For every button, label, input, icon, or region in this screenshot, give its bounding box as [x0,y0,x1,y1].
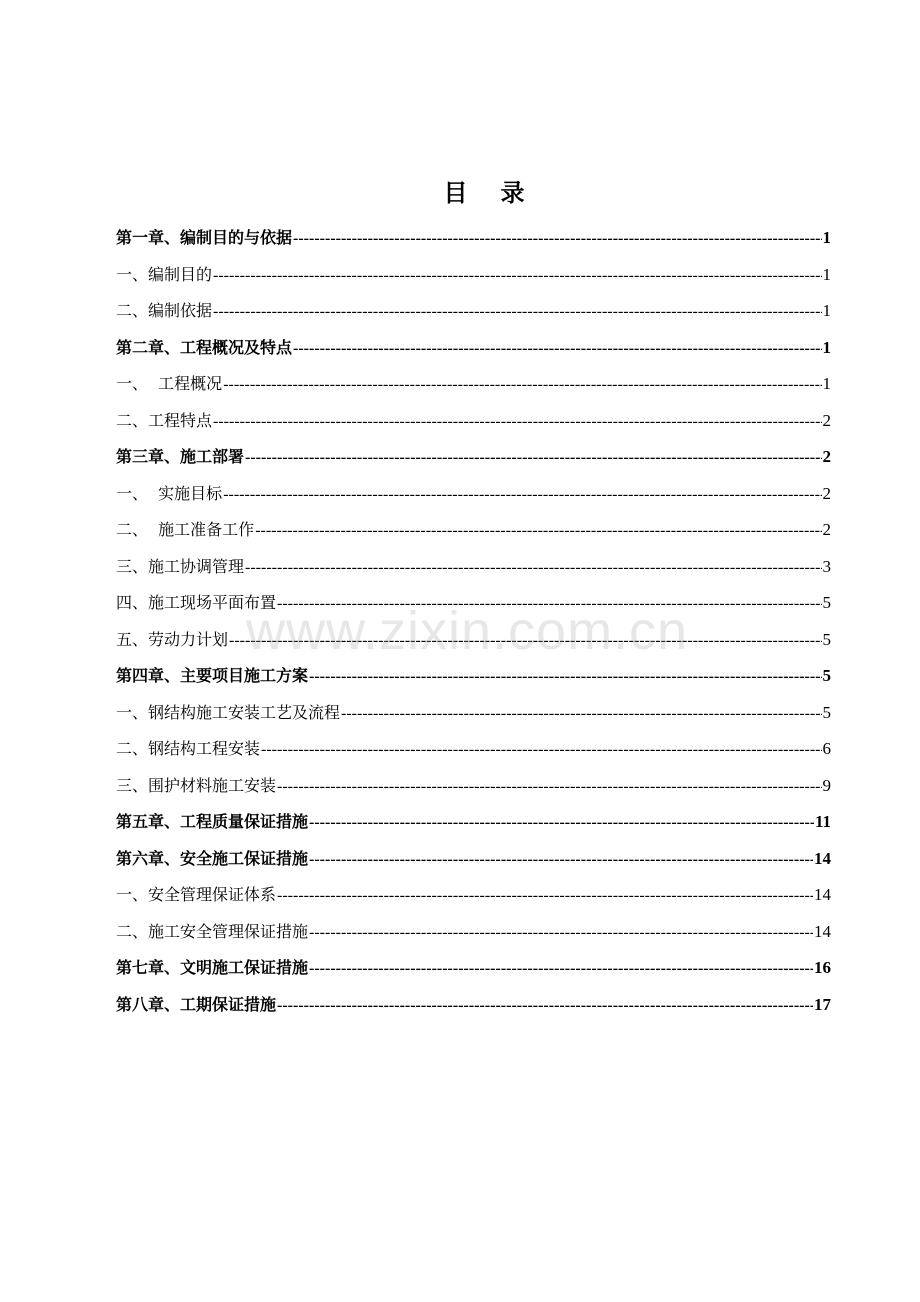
toc-entry[interactable] [116,585,831,622]
toc-page-number: 5 [822,593,831,612]
toc-leader [277,988,813,1025]
toc-entry-text: 三、围护材料施工安装 [116,775,277,795]
toc-page-number: 5 [822,702,831,722]
toc-page-number: 3 [822,556,831,576]
toc-leader [229,623,821,660]
toc-entry[interactable] [116,403,831,440]
toc-entry[interactable] [116,804,831,841]
toc-leader [277,878,813,915]
toc-entry-text: 三、施工协调管理 [116,556,245,576]
toc-entry-text: 第四章、主要项目施工方案 [116,666,309,685]
toc-page-number: 1 [822,228,831,247]
toc-leader [213,258,821,295]
toc-page-number: 2 [822,410,831,430]
toc-list [116,220,831,1023]
toc-leader [293,331,821,368]
toc-entry[interactable] [116,257,831,294]
toc-leader [341,696,821,733]
toc-page-number: 5 [822,629,831,649]
toc-entry-text: 二、施工安全管理保证措施 [116,921,309,941]
toc-leader [213,404,821,441]
toc-page-number: 2 [822,483,831,503]
toc-entry-text: 第七章、文明施工保证措施 [116,958,309,977]
toc-leader [261,732,821,769]
toc-page-number: 1 [822,337,831,357]
toc-entry-text: 二、工程特点 [116,410,213,430]
toc-leader [223,367,821,404]
toc-page-number: 2 [822,520,831,539]
toc-page-number: 14 [814,885,831,904]
toc-page-number: 1 [822,301,831,320]
toc-entry-text: 一、 工程概况 [116,374,223,393]
toc-entry[interactable] [116,768,831,805]
toc-leader [277,586,821,623]
toc-page-number: 17 [814,994,831,1014]
toc-entry[interactable] [116,439,831,476]
toc-title: 目 录 [443,178,527,207]
toc-leader [223,477,821,514]
toc-leader [309,805,814,842]
toc-page-number: 2 [822,447,831,466]
toc-page-number: 6 [822,739,831,758]
toc-entry-text: 四、施工现场平面布置 [116,593,277,612]
toc-entry-text: 第二章、工程概况及特点 [116,337,293,357]
toc-entry[interactable] [116,950,831,987]
toc-entry[interactable] [116,549,831,586]
toc-entry[interactable] [116,220,831,257]
toc-entry[interactable] [116,914,831,951]
toc-entry[interactable] [116,622,831,659]
toc-entry[interactable] [116,476,831,513]
toc-leader [245,440,821,477]
toc-entry-text: 第五章、工程质量保证措施 [116,812,309,831]
toc-entry[interactable] [116,330,831,367]
toc-entry-text: 一、钢结构施工安装工艺及流程 [116,702,341,722]
toc-entry[interactable] [116,658,831,695]
toc-entry[interactable] [116,841,831,878]
toc-leader [309,951,813,988]
toc-entry[interactable] [116,366,831,403]
toc-leader [293,221,821,258]
toc-page-number: 11 [814,812,831,831]
toc-leader [277,769,821,806]
toc-entry-text: 二、 施工准备工作 [116,520,255,539]
toc-entry[interactable] [116,731,831,768]
toc-entry[interactable] [116,877,831,914]
toc-entry[interactable] [116,987,831,1024]
toc-entry-text: 二、钢结构工程安装 [116,739,261,758]
toc-entry-text: 二、编制依据 [116,301,213,320]
toc-leader [309,842,813,879]
watermark: www.zixin.com.cn [246,601,689,661]
toc-entry-text: 第八章、工期保证措施 [116,994,277,1014]
toc-leader [245,550,821,587]
toc-leader [213,294,821,331]
toc-page-number: 16 [814,958,831,977]
toc-leader [309,915,813,952]
toc-entry[interactable] [116,293,831,330]
toc-entry[interactable] [116,695,831,732]
toc-entry-text: 一、安全管理保证体系 [116,885,277,904]
toc-page-number: 14 [814,848,831,868]
toc-entry-text: 五、劳动力计划 [116,629,229,649]
toc-entry-text: 第三章、施工部署 [116,447,245,466]
toc-entry-text: 第六章、安全施工保证措施 [116,848,309,868]
toc-page-number: 1 [822,264,831,284]
toc-page-number: 9 [822,775,831,795]
toc-page-number: 14 [814,921,831,941]
toc-entry-text: 一、编制目的 [116,264,213,284]
toc-page-number: 1 [822,374,831,393]
toc-entry-text: 第一章、编制目的与依据 [116,228,293,247]
toc-entry[interactable] [116,512,831,549]
toc-page-number: 5 [822,666,831,685]
toc-entry-text: 一、 实施目标 [116,483,223,503]
toc-leader [255,513,821,550]
toc-leader [309,659,821,696]
